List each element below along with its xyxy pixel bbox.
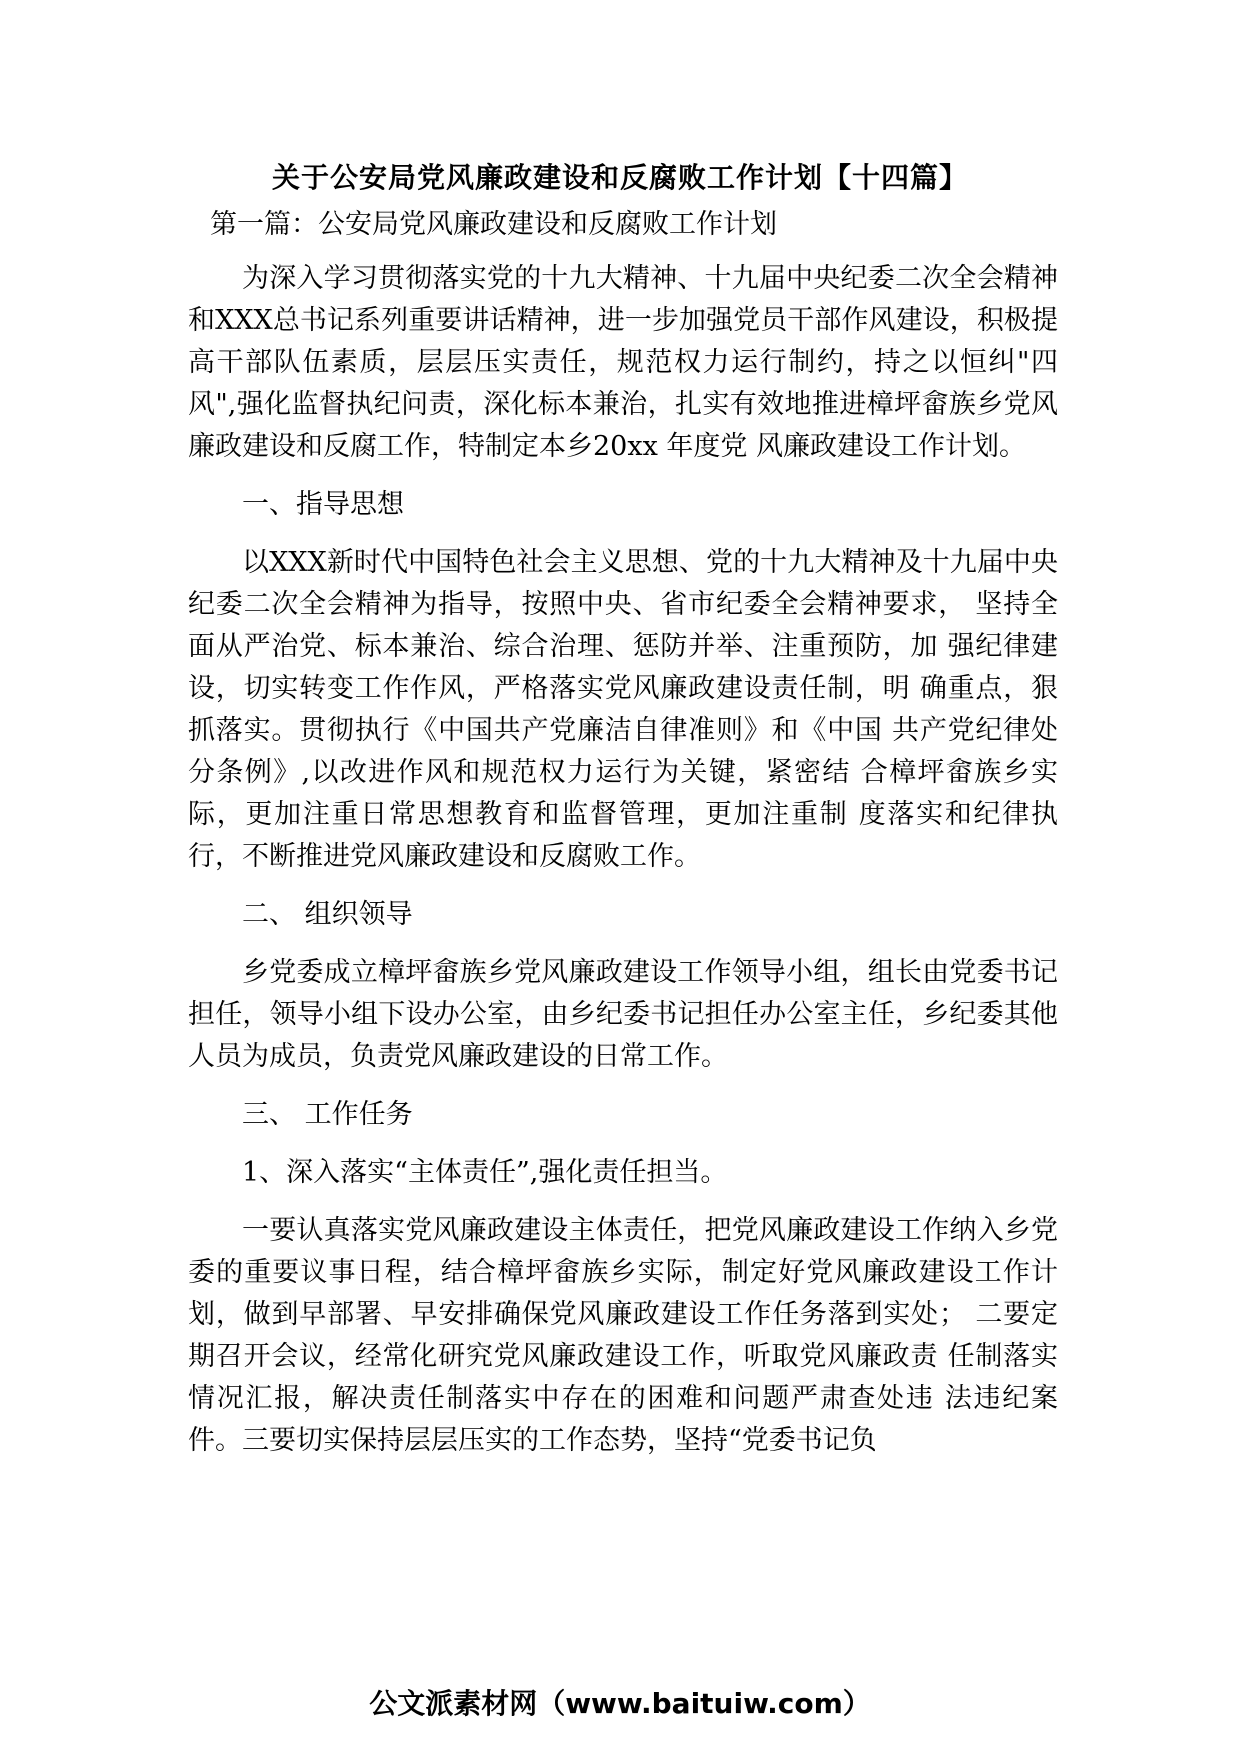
paragraph-intro: 为深入学习贯彻落实党的十九大精神、十九届中央纪委二次全会精神和XXX总书记系列重要讲话精神，进一步加强党员干部作风建设，积极提高干部队伍素质，层层压实责任，规范权力运行制约，持之以恒纠"四风",强化监督执纪问责，深化标本兼治，扎实有效地推进樟坪畲族乡党风廉政建设和反腐工作，特制定本乡20xx 年度党 风廉政建设工作计划。 — [188, 263, 1058, 462]
task-item-1-heading: 1、深入落实“主体责任”,强化责任担当。 — [242, 1157, 728, 1188]
document-subtitle: 第一篇：公安局党风廉政建设和反腐败工作计划 — [210, 209, 777, 240]
paragraph-task-1: 一要认真落实党风廉政建设主体责任，把党风廉政建设工作纳入乡党委的重要议事日程，结合樟坪畲族乡实际，制定好党风廉政建设工作计划，做到早部署、早安排确保党风廉政建设工作任务落到实处； 二要定期召开会议，经常化研究党风廉政建设工作，听取党风廉政责 任制落实情况汇报，解决责任制落实中存在的困难和问题严肃查处违 法违纪案件。三要切实保持层层压实的工作态势，坚持“党委书记负 — [188, 1215, 1058, 1456]
footer-watermark: 公文派素材网（www.baituiw.com） — [369, 1687, 871, 1720]
section-heading-tasks: 三、 工作任务 — [242, 1099, 413, 1130]
section-heading-organization: 二、 组织领导 — [242, 899, 413, 930]
document-title: 关于公安局党风廉政建设和反腐败工作计划【十四篇】 — [271, 161, 968, 194]
paragraph-guiding-ideology: 以XXX新时代中国特色社会主义思想、党的十九大精神及十九届中央纪委二次全会精神为指导，按照中央、省市纪委全会精神要求， 坚持全面从严治党、标本兼治、综合治理、惩防并举、注重预防，加 强纪律建设，切实转变工作作风，严格落实党风廉政建设责任制，明 确重点，狠抓落实。贯彻执行《中国共产党廉洁自律准则》和《中国 共产党纪律处分条例》,以改进作风和规范权力运行为关键，紧密结 合樟坪畲族乡实际，更加注重日常思想教育和监督管理，更加注重制 度落实和纪律执行，不断推进党风廉政建设和反腐败工作。 — [188, 547, 1058, 872]
section-heading-guiding-ideology: 一、指导思想 — [242, 489, 404, 520]
paragraph-organization: 乡党委成立樟坪畲族乡党风廉政建设工作领导小组，组长由党委书记担任，领导小组下设办公室，由乡纪委书记担任办公室主任，乡纪委其他人员为成员，负责党风廉政建设的日常工作。 — [188, 957, 1058, 1072]
document-body — [188, 204, 1058, 1478]
